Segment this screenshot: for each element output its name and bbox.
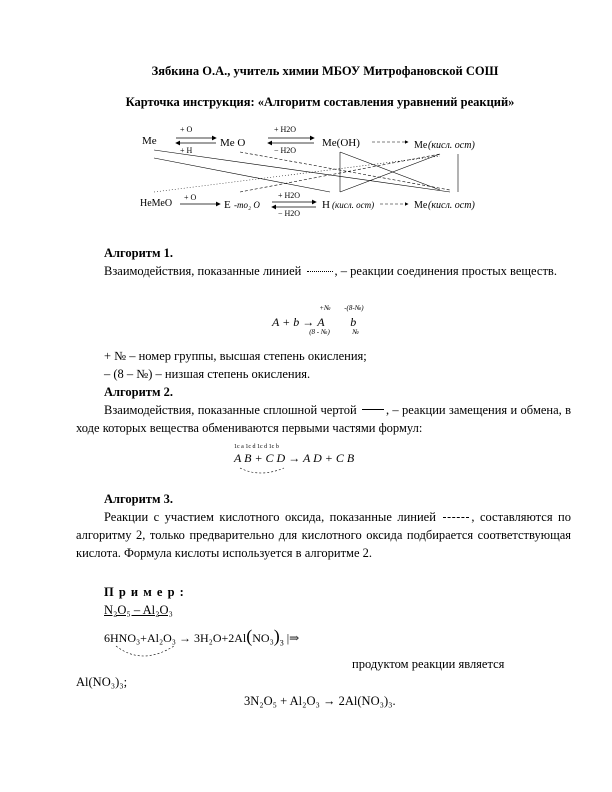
scheme-oxide-nonme: E [224, 199, 231, 211]
scheme-minus-h2o-bottom: − H2O [278, 209, 301, 218]
scheme-plus-o2-bottom: + O [184, 193, 197, 202]
scheme-acid: H [322, 199, 330, 211]
scheme-hydroxide: Me(OH) [322, 137, 360, 149]
scheme-plus-o2-top: + O [180, 125, 193, 134]
scheme-me: Me [142, 135, 157, 147]
scheme-salt-me: Me [414, 140, 428, 151]
alg1-heading: Алгоритм 1. [104, 246, 173, 260]
scheme-salt-nonme-suffix: (кисл. ост) [428, 200, 475, 211]
reaction-scheme [140, 118, 500, 228]
scheme-nonme: НеМеО [140, 198, 173, 209]
example-arrow [112, 644, 192, 666]
card-title: Карточка инструкция: «Алгоритм составления уравнений реакций» [125, 95, 515, 109]
scheme-acid-suffix: (кисл. ост) [332, 200, 375, 210]
example-pair: N₂O₅ – Al₂O₃ [104, 603, 173, 617]
alg1-formula: A + b → +№ A (8 - №) -(8-№) b № [272, 304, 364, 336]
scheme-minus-h2o-top: − H2O [274, 146, 297, 155]
scheme-salt-me-suffix: (кисл. ост) [428, 140, 475, 151]
alg3-text: Реакции с участием кислотного оксида, показанные линией , составляются по алгоритму 2, только предварительно для кислотного оксида подбирается соответствующая кислота. Формула кислоты используется в алгоритме 2. [76, 510, 571, 560]
alg1-plus-line: + № – номер группы, высшая степень окисления; [104, 349, 367, 363]
alg2-text: Взаимодействия, показанные сплошной чертой , – реакции замещения и обмена, в ходе которых вещества обмениваются первыми частями формул: [76, 403, 571, 435]
svg-text:-mo₂ O: -mo₂ O [234, 200, 260, 210]
final-equation: 3N₂O₅ + Al₂O₃ → 2Al(NO₃)₃. [244, 694, 396, 708]
alg2-exchange-formula [230, 438, 420, 478]
scheme-plus-h2o-bottom: + H2O [278, 191, 301, 200]
alg1-minus-line: – (8 – №) – низшая степень окисления. [104, 367, 311, 381]
scheme-plus-h2: + H [180, 146, 193, 155]
svg-text:1c a 1c d 1c d: 1c a 1c d 1c d 1c b [234, 444, 279, 450]
example-label: П р и м е р : [104, 585, 185, 599]
scheme-salt-nonme: Me [414, 200, 428, 211]
product-text: продуктом реакции является [352, 657, 505, 671]
product-formula: Al(NO₃)₃; [76, 675, 128, 689]
svg-text:A B + C D → A D + C: A B + C D → A D + C B [234, 451, 355, 465]
scheme-oxide-me: Me O [220, 137, 246, 149]
author-line: Зябкина О.А., учитель химии МБОУ Митрофановской СОШ [151, 64, 499, 78]
alg3-heading: Алгоритм 3. [104, 492, 173, 506]
alg1-text: Взаимодействия, показанные линией , – реакции соединения простых веществ. [104, 264, 557, 278]
alg2-heading: Алгоритм 2. [104, 385, 173, 399]
example-equation: $6HNO_3+Al_2O_3 \to 3H_2O+2Al(NO_3)_3$ |⇒ [104, 626, 300, 648]
scheme-plus-h2o-top: + H2O [274, 125, 297, 134]
